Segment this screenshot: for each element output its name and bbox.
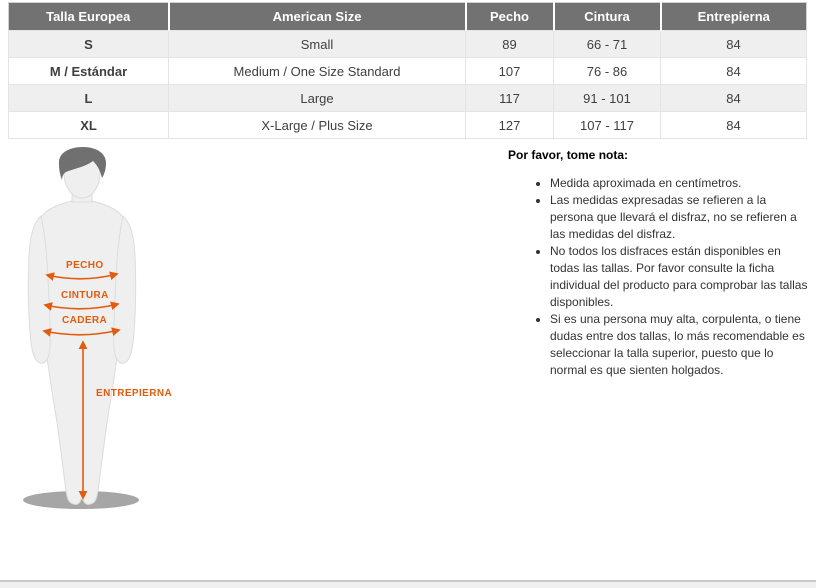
size-chart-header-row	[9, 3, 807, 31]
cell-entrepierna: 84	[661, 112, 807, 139]
column-header: Entrepierna	[661, 3, 807, 31]
cell-cintura: 76 - 86	[554, 58, 661, 85]
column-header: Talla Europea	[9, 3, 169, 31]
table-row	[9, 85, 807, 112]
cell-pecho: 89	[466, 31, 554, 58]
cell-cintura: 91 - 101	[554, 85, 661, 112]
column-header: American Size	[169, 3, 466, 31]
bottom-strip	[0, 582, 816, 588]
table-row	[9, 31, 807, 58]
chest-label: PECHO	[66, 260, 104, 271]
size-chart-body	[9, 31, 807, 139]
table-row	[9, 58, 807, 85]
cell-talla: M / Estándar	[9, 58, 169, 85]
notes-section	[508, 148, 810, 379]
column-header: Pecho	[466, 3, 554, 31]
notes-list	[508, 175, 810, 379]
cell-pecho: 117	[466, 85, 554, 112]
cell-talla: S	[9, 31, 169, 58]
column-header: Cintura	[554, 3, 661, 31]
body-silhouette-icon	[41, 201, 123, 504]
size-chart-table-wrap	[8, 2, 806, 139]
hip-label: CADERA	[62, 315, 108, 326]
cell-american: Large	[169, 85, 466, 112]
cell-american: Medium / One Size Standard	[169, 58, 466, 85]
inseam-label: ENTREPIERNA	[96, 388, 173, 399]
cell-cintura: 66 - 71	[554, 31, 661, 58]
cell-entrepierna: 84	[661, 31, 807, 58]
note-item: • Las medidas expresadas se refieren a la persona que llevará el disfraz, no se refieren a las medidas del disfraz.	[550, 192, 810, 243]
body-measurement-diagram	[0, 140, 420, 515]
cell-cintura: 107 - 117	[554, 112, 661, 139]
cell-pecho: 107	[466, 58, 554, 85]
note-item: • Si es una persona muy alta, corpulenta, o tiene dudas entre dos tallas, lo más recomendable es seleccionar la talla superior, puesto que lo normal es que sienten holgados.	[550, 311, 810, 379]
cell-talla: L	[9, 85, 169, 112]
cell-entrepierna: 84	[661, 58, 807, 85]
table-row	[9, 112, 807, 139]
waist-label: CINTURA	[61, 290, 109, 301]
cell-talla: XL	[9, 112, 169, 139]
cell-entrepierna: 84	[661, 85, 807, 112]
cell-pecho: 127	[466, 112, 554, 139]
cell-american: X-Large / Plus Size	[169, 112, 466, 139]
notes-title: Por favor, tome nota:	[508, 148, 629, 162]
note-item: • No todos los disfraces están disponibles en todas las tallas. Por favor consulte la ficha individual del producto para comprobar las tallas disponibles.	[550, 243, 810, 311]
note-item: • Medida aproximada en centímetros.	[550, 175, 810, 192]
cell-american: Small	[169, 31, 466, 58]
size-chart-table	[8, 2, 807, 139]
